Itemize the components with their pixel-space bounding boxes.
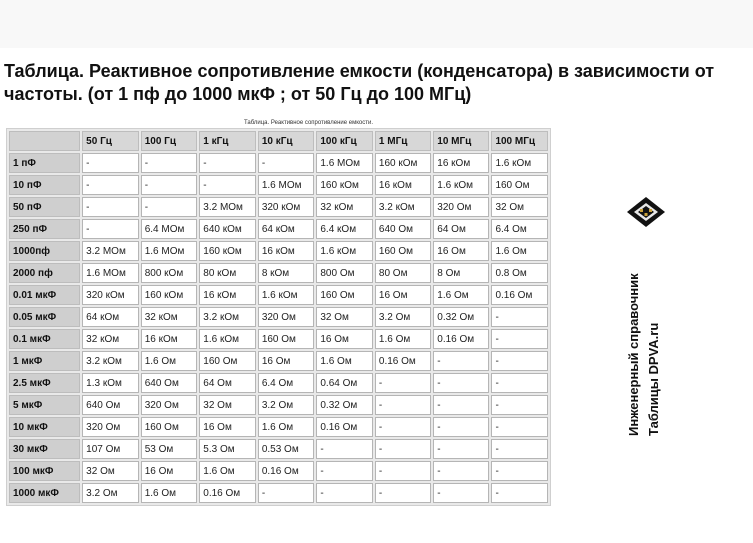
table-cell: 160 кОм	[141, 285, 198, 305]
row-header: 0.1 мкФ	[9, 329, 80, 349]
table-cell: 6.4 Ом	[491, 219, 548, 239]
table-cell: 32 кОм	[141, 307, 198, 327]
row-header: 5 мкФ	[9, 395, 80, 415]
table-cell: 1.6 кОм	[316, 241, 373, 261]
table-cell: 16 кОм	[199, 285, 256, 305]
row-header: 1000пф	[9, 241, 80, 261]
column-header: 10 МГц	[433, 131, 489, 151]
table-cell: 64 Ом	[433, 219, 489, 239]
table-cell: 1.6 Ом	[316, 351, 373, 371]
table-cell: -	[433, 417, 489, 437]
table-cell: -	[433, 483, 489, 503]
page-title: Таблица. Реактивное сопротивление емкости (конденсатора) в зависимости от частоты. (от 1 пф до 1000 мкФ ; от 50 Гц до 100 МГц)	[4, 61, 715, 104]
table-cell: 6.4 кОм	[316, 219, 373, 239]
dpva-logo-icon	[626, 196, 666, 228]
table-row	[9, 307, 548, 327]
table-cell: 32 кОм	[316, 197, 373, 217]
table-cell: 64 Ом	[199, 373, 256, 393]
table-container	[6, 119, 551, 506]
watermark-text	[624, 236, 664, 436]
row-header: 0.01 мкФ	[9, 285, 80, 305]
table-cell: 320 Ом	[141, 395, 198, 415]
table-cell: 53 Ом	[141, 439, 198, 459]
table-cell: 3.2 кОм	[82, 351, 139, 371]
table-cell: 3.2 кОм	[199, 307, 256, 327]
table-cell: 640 Ом	[375, 219, 431, 239]
table-row	[9, 373, 548, 393]
table-cell: 16 Ом	[433, 241, 489, 261]
table-cell: 32 Ом	[491, 197, 548, 217]
table-cell: 320 кОм	[82, 285, 139, 305]
table-cell: 1.6 МОм	[82, 263, 139, 283]
table-cell: 1.6 Ом	[141, 483, 198, 503]
table-row	[9, 395, 548, 415]
table-cell: -	[82, 153, 139, 173]
table-cell: -	[375, 483, 431, 503]
row-header: 2.5 мкФ	[9, 373, 80, 393]
table-cell: 800 Ом	[316, 263, 373, 283]
table-cell: 0.32 Ом	[316, 395, 373, 415]
table-cell: 3.2 МОм	[199, 197, 256, 217]
table-cell: 64 кОм	[82, 307, 139, 327]
column-header: 100 кГц	[316, 131, 373, 151]
table-cell: 8 Ом	[433, 263, 489, 283]
table-cell: -	[316, 483, 373, 503]
table-cell: 1.6 МОм	[141, 241, 198, 261]
table-cell: -	[141, 175, 198, 195]
top-bar	[0, 0, 753, 48]
table-cell: 32 кОм	[82, 329, 139, 349]
table-cell: 16 Ом	[199, 417, 256, 437]
table-cell: 1.6 Ом	[433, 285, 489, 305]
column-header: 1 МГц	[375, 131, 431, 151]
table-cell: 160 Ом	[258, 329, 315, 349]
table-row	[9, 483, 548, 503]
table-row	[9, 175, 548, 195]
table-cell: 1.6 кОм	[258, 285, 315, 305]
table-cell: 16 кОм	[375, 175, 431, 195]
table-cell: 320 Ом	[258, 307, 315, 327]
table-cell: 160 Ом	[316, 285, 373, 305]
table-cell: 1.6 кОм	[199, 329, 256, 349]
table-cell: -	[199, 175, 256, 195]
table-cell: 16 Ом	[375, 285, 431, 305]
table-cell: -	[316, 461, 373, 481]
table-cell: 16 Ом	[258, 351, 315, 371]
table-cell: 3.2 Ом	[258, 395, 315, 415]
table-cell: -	[375, 417, 431, 437]
column-header: 50 Гц	[82, 131, 139, 151]
table-cell: 160 Ом	[491, 175, 548, 195]
table-cell: 1.6 МОм	[316, 153, 373, 173]
table-cell: 16 Ом	[316, 329, 373, 349]
table-cell: 6.4 Ом	[258, 373, 315, 393]
table-cell: -	[375, 439, 431, 459]
table-cell: 160 кОм	[316, 175, 373, 195]
table-cell: 80 кОм	[199, 263, 256, 283]
table-cell: -	[258, 483, 315, 503]
column-header: 100 Гц	[141, 131, 198, 151]
table-cell: 0.53 Ом	[258, 439, 315, 459]
table-cell: -	[491, 329, 548, 349]
table-cell: -	[82, 197, 139, 217]
table-cell: 32 Ом	[199, 395, 256, 415]
table-cell: 0.16 Ом	[199, 483, 256, 503]
table-cell: -	[199, 153, 256, 173]
table-cell: -	[433, 461, 489, 481]
table-cell: 1.3 кОм	[82, 373, 139, 393]
table-row	[9, 241, 548, 261]
row-header: 0.05 мкФ	[9, 307, 80, 327]
table-corner-cell	[9, 131, 80, 151]
row-header: 10 мкФ	[9, 417, 80, 437]
table-cell: 32 Ом	[82, 461, 139, 481]
table-cell: 0.16 Ом	[433, 329, 489, 349]
table-cell: 0.16 Ом	[491, 285, 548, 305]
table-cell: 0.64 Ом	[316, 373, 373, 393]
table-cell: 1.6 Ом	[375, 329, 431, 349]
table-cell: 5.3 Ом	[199, 439, 256, 459]
table-cell: -	[491, 439, 548, 459]
table-cell: 8 кОм	[258, 263, 315, 283]
table-cell: -	[491, 351, 548, 371]
table-cell: 64 кОм	[258, 219, 315, 239]
table-cell: -	[141, 153, 198, 173]
table-cell: 640 кОм	[199, 219, 256, 239]
column-header: 100 МГц	[491, 131, 548, 151]
table-cell: -	[433, 439, 489, 459]
table-row	[9, 329, 548, 349]
row-header: 250 пФ	[9, 219, 80, 239]
reactance-table	[6, 128, 551, 506]
table-row	[9, 461, 548, 481]
table-cell: -	[141, 197, 198, 217]
table-cell: 0.32 Ом	[433, 307, 489, 327]
row-header: 1000 мкФ	[9, 483, 80, 503]
table-row	[9, 197, 548, 217]
row-header: 1 мкФ	[9, 351, 80, 371]
table-cell: -	[375, 373, 431, 393]
dpva-watermark	[620, 196, 700, 456]
table-cell: 16 кОм	[433, 153, 489, 173]
table-cell: 3.2 Ом	[82, 483, 139, 503]
table-cell: -	[491, 483, 548, 503]
watermark-line-1: Инженерный справочник	[626, 273, 641, 436]
table-cell: 640 Ом	[82, 395, 139, 415]
table-cell: 32 Ом	[316, 307, 373, 327]
table-cell: 6.4 МОм	[141, 219, 198, 239]
table-cell: 640 Ом	[141, 373, 198, 393]
table-cell: 1.6 Ом	[199, 461, 256, 481]
table-cell: -	[433, 373, 489, 393]
watermark-line-2: Таблицы DPVA.ru	[646, 322, 661, 436]
table-body	[9, 153, 548, 503]
table-cell: -	[491, 373, 548, 393]
table-cell: 0.8 Ом	[491, 263, 548, 283]
table-cell: 320 Ом	[82, 417, 139, 437]
table-row	[9, 417, 548, 437]
table-cell: 16 Ом	[141, 461, 198, 481]
table-caption: Таблица. Реактивное сопротивление емкости.	[243, 120, 373, 126]
table-cell: 80 Ом	[375, 263, 431, 283]
table-cell: 3.2 Ом	[375, 307, 431, 327]
table-cell: -	[433, 395, 489, 415]
column-header: 1 кГц	[199, 131, 256, 151]
table-row	[9, 439, 548, 459]
table-header-row	[9, 131, 548, 151]
row-header: 1 пФ	[9, 153, 80, 173]
row-header: 50 пФ	[9, 197, 80, 217]
table-cell: 16 кОм	[258, 241, 315, 261]
table-cell: 160 Ом	[199, 351, 256, 371]
table-cell: -	[375, 461, 431, 481]
table-row	[9, 153, 548, 173]
row-header: 100 мкФ	[9, 461, 80, 481]
row-header: 10 пФ	[9, 175, 80, 195]
table-cell: 1.6 кОм	[491, 153, 548, 173]
column-header: 10 кГц	[258, 131, 315, 151]
table-cell: 320 кОм	[258, 197, 315, 217]
table-row	[9, 219, 548, 239]
table-cell: -	[375, 395, 431, 415]
table-cell: 1.6 Ом	[141, 351, 198, 371]
row-header: 2000 пф	[9, 263, 80, 283]
table-cell: 0.16 Ом	[316, 417, 373, 437]
table-cell: -	[491, 307, 548, 327]
table-cell: 800 кОм	[141, 263, 198, 283]
table-cell: 0.16 Ом	[258, 461, 315, 481]
table-cell: 160 кОм	[199, 241, 256, 261]
table-cell: -	[491, 417, 548, 437]
table-cell: 3.2 МОм	[82, 241, 139, 261]
table-cell: -	[433, 351, 489, 371]
table-cell: -	[316, 439, 373, 459]
table-cell: -	[82, 219, 139, 239]
table-cell: 16 кОм	[141, 329, 198, 349]
table-cell: 160 Ом	[141, 417, 198, 437]
table-cell: 3.2 кОм	[375, 197, 431, 217]
table-cell: 1.6 Ом	[258, 417, 315, 437]
table-cell: 160 Ом	[375, 241, 431, 261]
table-cell: 1.6 МОм	[258, 175, 315, 195]
table-cell: 107 Ом	[82, 439, 139, 459]
table-cell: -	[258, 153, 315, 173]
table-cell: 1.6 Ом	[491, 241, 548, 261]
table-cell: -	[82, 175, 139, 195]
table-cell: 320 Ом	[433, 197, 489, 217]
table-cell: 0.16 Ом	[375, 351, 431, 371]
table-cell: 1.6 кОм	[433, 175, 489, 195]
table-cell: 160 кОм	[375, 153, 431, 173]
row-header: 30 мкФ	[9, 439, 80, 459]
table-row	[9, 285, 548, 305]
table-row	[9, 351, 548, 371]
table-row	[9, 263, 548, 283]
table-cell: -	[491, 395, 548, 415]
table-cell: -	[491, 461, 548, 481]
